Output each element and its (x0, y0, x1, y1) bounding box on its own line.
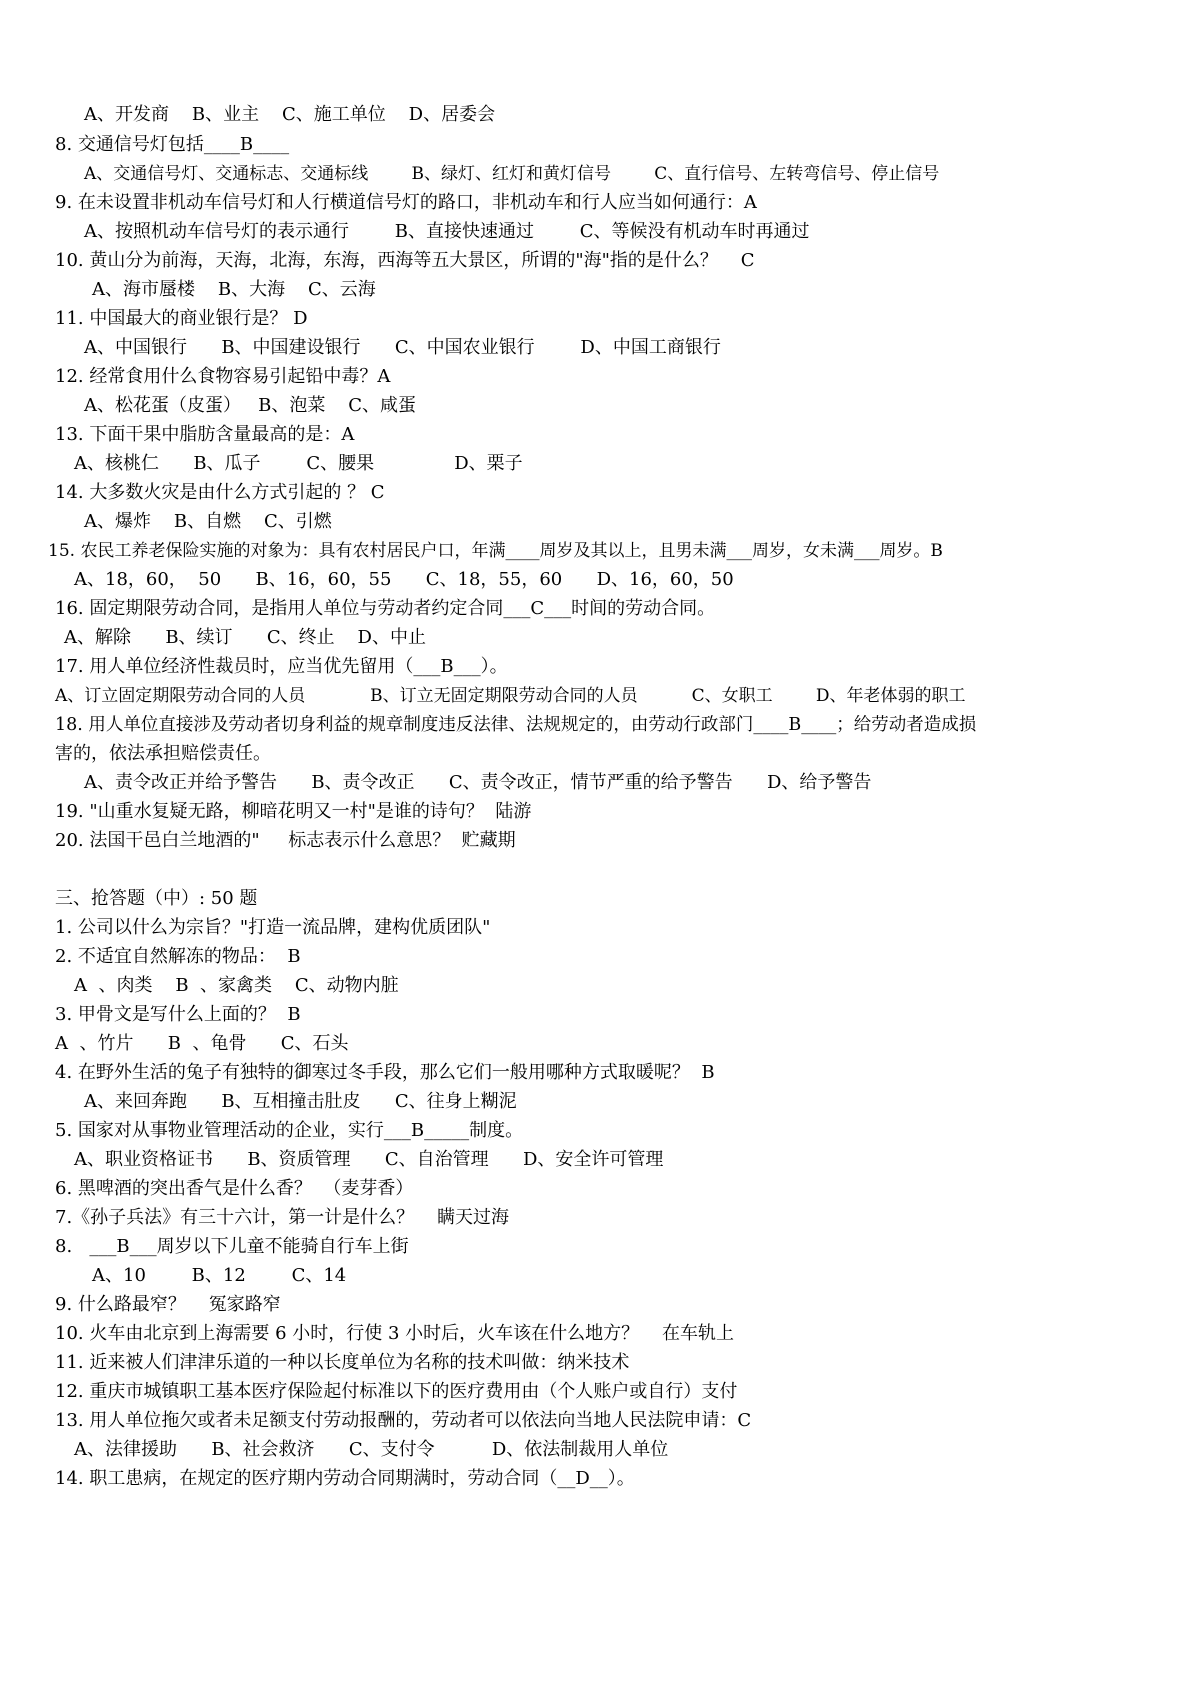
question-line: 4. 在野外生活的兔子有独特的御寒过冬手段，那么它们一般用哪种方式取暖呢？ B (55, 1062, 715, 1083)
question-line: 10. 黄山分为前海，天海，北海，东海，西海等五大景区，所谓的"海"指的是什么？ C (55, 250, 755, 271)
question-line: 10. 火车由北京到上海需要 6 小时，行使 3 小时后，火车该在什么地方？ 在车轨上 (55, 1323, 735, 1344)
question-line: 7.《孙子兵法》有三十六计，第一计是什么？ 瞒天过海 (55, 1207, 510, 1228)
question-line: 11. 近来被人们津津乐道的一种以长度单位为名称的技术叫做：纳米技术 (55, 1352, 630, 1373)
option-line: A、法律援助 B、社会救济 C、支付令 D、依法制裁用人单位 (74, 1439, 669, 1460)
question-line: 5. 国家对从事物业管理活动的企业，实行___B_____制度。 (55, 1120, 524, 1141)
option-line: A、开发商 B、业主 C、施工单位 D、居委会 (84, 104, 496, 125)
question-line: 17. 用人单位经济性裁员时，应当优先留用（___B___）。 (55, 656, 508, 677)
option-line: A、按照机动车信号灯的表示通行 B、直接快速通过 C、等候没有机动车时再通过 (84, 221, 810, 242)
question-line: 12. 经常食用什么食物容易引起铅中毒？A (55, 366, 391, 387)
option-line: A、交通信号灯、交通标志、交通标线 B、绿灯、红灯和黄灯信号 C、直行信号、左转弯信号、停止信号 (84, 164, 940, 184)
question-line: 15. 农民工养老保险实施的对象为：具有农村居民户口，年满____周岁及其以上，且男未满___周岁，女未满___周岁。B (48, 541, 943, 561)
option-line: A 、竹片 B 、龟骨 C、石头 (55, 1033, 349, 1054)
question-line: 13. 下面干果中脂肪含量最高的是：A (55, 424, 355, 445)
question-line: 8. 交通信号灯包括____B____ (55, 134, 290, 155)
option-line: A、职业资格证书 B、资质管理 C、自治管理 D、安全许可管理 (74, 1149, 664, 1170)
option-line: A、来回奔跑 B、互相撞击肚皮 C、往身上糊泥 (84, 1091, 517, 1112)
question-line: 19. "山重水复疑无路，柳暗花明又一村"是谁的诗句？ 陆游 (55, 801, 532, 822)
option-line: A、责令改正并给予警告 B、责令改正 C、责令改正，情节严重的给予警告 D、给予警告 (84, 772, 872, 793)
question-line: 6. 黑啤酒的突出香气是什么香？ （麦芽香） (55, 1178, 414, 1199)
question-line: 3. 甲骨文是写什么上面的？ B (55, 1004, 301, 1025)
question-line: 9. 在未设置非机动车信号灯和人行横道信号灯的路口，非机动车和行人应当如何通行：A (55, 192, 757, 213)
option-line: A、解除 B、续订 C、终止 D、中止 (64, 627, 426, 648)
option-line: A、海市蜃楼 B、大海 C、云海 (92, 279, 376, 300)
question-line: 18. 用人单位直接涉及劳动者切身利益的规章制度违反法律、法规规定的，由劳动行政部门____B____；给劳动者造成损 (55, 715, 977, 735)
question-line: 16. 固定期限劳动合同，是指用人单位与劳动者约定合同___C___时间的劳动合同。 (55, 598, 716, 619)
option-line: A、松花蛋（皮蛋） B、泡菜 C、咸蛋 (84, 395, 417, 416)
option-line: A、18，60， 50 B、16，60，55 C、18，55，60 D、16，60，50 (74, 569, 734, 590)
question-line: 2. 不适宜自然解冻的物品： B (55, 946, 301, 967)
option-line: A、10 B、12 C、14 (92, 1265, 347, 1286)
question-line: 12. 重庆市城镇职工基本医疗保险起付标准以下的医疗费用由（个人账户或自行）支付 (55, 1381, 738, 1402)
question-line: 20. 法国干邑白兰地酒的" 标志表示什么意思？ 贮藏期 (55, 830, 516, 851)
option-line: A、中国银行 B、中国建设银行 C、中国农业银行 D、中国工商银行 (84, 337, 721, 358)
question-line-continued: 害的，依法承担赔偿责任。 (55, 743, 271, 764)
question-line: 8. ___B___周岁以下儿童不能骑自行车上街 (55, 1236, 409, 1257)
question-line: 13. 用人单位拖欠或者未足额支付劳动报酬的，劳动者可以依法向当地人民法院申请：C (55, 1410, 752, 1431)
option-line: A、订立固定期限劳动合同的人员 B、订立无固定期限劳动合同的人员 C、女职工 D、年老体弱的职工 (55, 686, 966, 706)
question-line: 14. 职工患病，在规定的医疗期内劳动合同期满时，劳动合同（__D__）。 (55, 1468, 635, 1489)
question-line: 9. 什么路最窄？ 冤家路窄 (55, 1294, 281, 1315)
option-line: A、爆炸 B、自燃 C、引燃 (84, 511, 332, 532)
option-line: A 、肉类 B 、家禽类 C、动物内脏 (74, 975, 399, 996)
question-line: 14. 大多数火灾是由什么方式引起的 ？ C (55, 482, 385, 503)
section-heading: 三、抢答题（中）: 50 题 (55, 888, 258, 909)
question-line: 11. 中国最大的商业银行是？ D (55, 308, 308, 329)
question-line: 1. 公司以什么为宗旨？"打造一流品牌，建构优质团队" (55, 917, 491, 938)
option-line: A、核桃仁 B、瓜子 C、腰果 D、栗子 (74, 453, 523, 474)
